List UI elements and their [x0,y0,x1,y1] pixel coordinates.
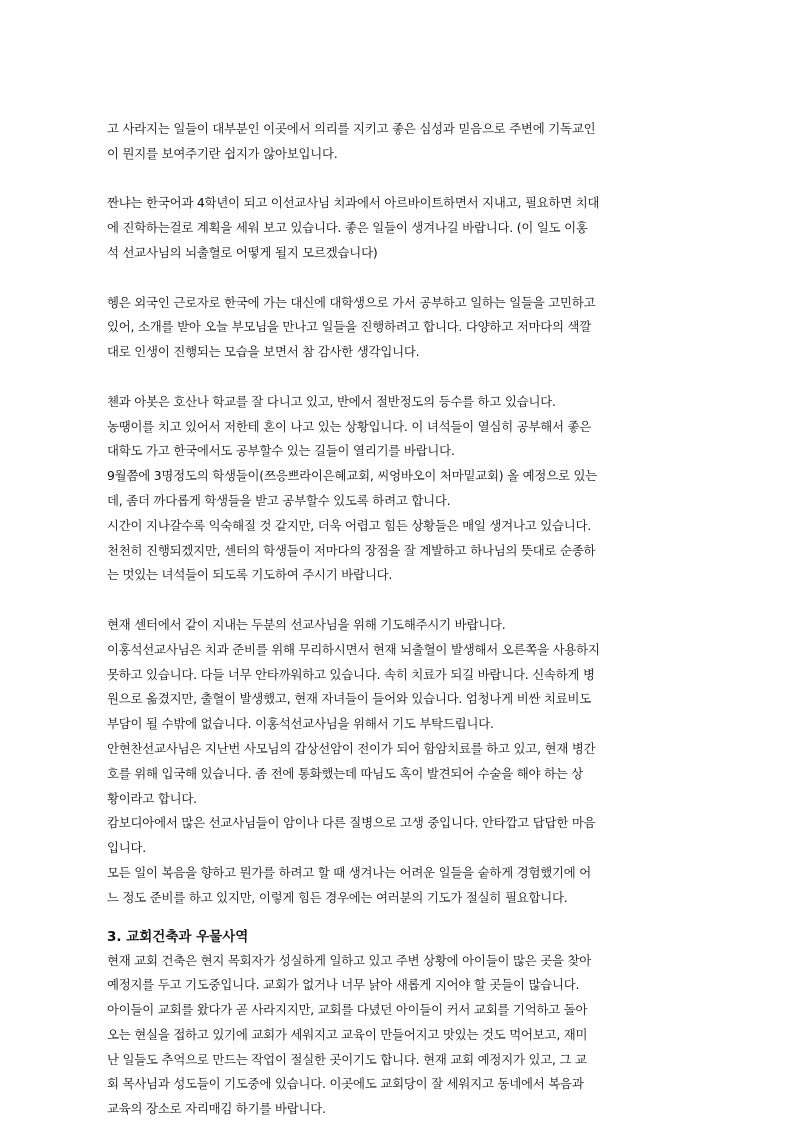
paragraph-church-building [107,949,693,1122]
text-line: 황이라고 합니다. [107,787,693,812]
paragraph-center-students [107,390,693,588]
section-heading: 3. 교회건축과 우물사역 [107,925,693,949]
text-line: 9월쯤에 3명정도의 학생들이(쯔응쁘라이은혜교회, 씨엉바오이 처마밑교회) 올 예정으로 있는 [107,464,693,489]
text-line: 대학도 가고 한국에서도 공부할수 있는 길들이 열리기를 바랍니다. [107,439,693,464]
paragraph-prayer-missionaries [107,613,693,911]
paragraph-gap [107,365,693,390]
text-line: 천천히 진행되겠지만, 센터의 학생들이 저마다의 장점을 잘 계발하고 하나님의 뜻대로 순종하 [107,539,693,564]
text-line: 현재 센터에서 같이 지내는 두분의 선교사님을 위해 기도해주시기 바랍니다. [107,613,693,638]
text-line: 아이들이 교회를 왔다가 곧 사라지지만, 교회를 다녔던 아이들이 커서 교회를 기억하고 돌아 [107,998,693,1023]
text-line: 데, 좀더 까다롭게 학생들을 받고 공부할수 있도록 하려고 합니다. [107,489,693,514]
text-line: 시간이 지나갈수록 익숙해질 것 같지만, 더욱 어렵고 힘든 상황들은 매일 생겨나고 있습니다. [107,514,693,539]
text-line: 느 정도 준비를 하고 있지만, 이렇게 힘든 경우에는 여러분의 기도가 절실히 필요합니다. [107,886,693,911]
text-line: 안현찬선교사님은 지난번 사모님의 갑상선암이 전이가 되어 함암치료를 하고 있고, 현재 병간 [107,737,693,762]
text-line: 오는 현실을 접하고 있기에 교회가 세워지고 교육이 만들어지고 맛있는 것도 먹어보고, 재미 [107,1023,693,1048]
text-line: 현재 교회 건축은 현지 목회자가 성실하게 일하고 있고 주변 상황에 아이들이 많은 곳을 찾아 [107,949,693,974]
text-line: 캄보디아에서 많은 선교사님들이 암이나 다른 질병으로 고생 중입니다. 안타깝고 답답한 마음 [107,811,693,836]
text-line: 에 진학하는걸로 계획을 세워 보고 있습니다. 좋은 일들이 생겨나길 바랍니다. (이 일도 이홍 [107,216,693,241]
text-line: 호를 위해 입국해 있습니다. 좀 전에 통화했는데 따님도 혹이 발견되어 수술을 해야 하는 상 [107,762,693,787]
paragraph-student-korea [107,291,693,365]
text-line: 고 사라지는 일들이 대부분인 이곳에서 의리를 지키고 좋은 심성과 믿음으로 주변에 기독교인 [107,117,693,142]
text-line: 입니다. [107,836,693,861]
text-line: 는 멋있는 녀석들이 되도록 기도하여 주시기 바랍니다. [107,563,693,588]
text-line: 농땡이를 치고 있어서 저한테 혼이 나고 있는 상황입니다. 이 녀석들이 열심히 공부해서 좋은 [107,415,693,440]
text-line: 짠냐는 한국어과 4학년이 되고 이선교사님 치과에서 아르바이트하면서 지내고, 필요하면 치대 [107,191,693,216]
text-line: 모든 일이 복음을 향하고 뭔가를 하려고 할 때 생겨나는 어려운 일들을 숱하게 경험했기에 어 [107,861,693,886]
text-line: 대로 인생이 진행되는 모습을 보면서 참 감사한 생각입니다. [107,340,693,365]
paragraph-student-dental [107,191,693,265]
document-body [107,117,693,1122]
text-line: 석 선교사님의 뇌출혈로 어떻게 될지 모르겠습니다) [107,241,693,266]
text-line: 있어, 소개를 받아 오늘 부모님을 만나고 일들을 진행하려고 합니다. 다양하고 저마다의 색깔 [107,315,693,340]
text-line: 회 목사님과 성도들이 기도중에 있습니다. 이곳에도 교회당이 잘 세워지고 동네에서 복음과 [107,1072,693,1097]
text-line: 못하고 있습니다. 다들 너무 안타까워하고 있습니다. 속히 치료가 되길 바랍니다. 신속하게 병 [107,663,693,688]
text-line: 원으로 옮겼지만, 출혈이 발생했고, 현재 자녀들이 들어와 있습니다. 엄청나게 비싼 치료비도 [107,687,693,712]
paragraph-gap [107,167,693,192]
text-line: 교육의 장소로 자리매김 하기를 바랍니다. [107,1097,693,1122]
text-line: 이 뭔지를 보여주기란 쉽지가 않아보입니다. [107,142,693,167]
section-gap [107,911,693,925]
text-line: 예정지를 두고 기도중입니다. 교회가 없거나 너무 낡아 새롭게 지어야 할 곳들이 많습니다. [107,973,693,998]
paragraph-faith-witness [107,117,693,167]
text-line: 헹은 외국인 근로자로 한국에 가는 대신에 대학생으로 가서 공부하고 일하는 일들을 고민하고 [107,291,693,316]
paragraph-gap [107,588,693,613]
text-line: 이홍석선교사님은 치과 준비를 위해 무리하시면서 현재 뇌출혈이 발생해서 오른쪽을 사용하지 [107,638,693,663]
text-line: 부담이 될 수밖에 없습니다. 이홍석선교사님을 위해서 기도 부탁드립니다. [107,712,693,737]
text-line: 난 일들도 추억으로 만드는 작업이 절실한 곳이기도 합니다. 현재 교회 예정지가 있고, 그 교 [107,1048,693,1073]
text-line: 첸과 아봇은 호산나 학교를 잘 다니고 있고, 반에서 절반정도의 등수를 하고 있습니다. [107,390,693,415]
paragraph-gap [107,266,693,291]
